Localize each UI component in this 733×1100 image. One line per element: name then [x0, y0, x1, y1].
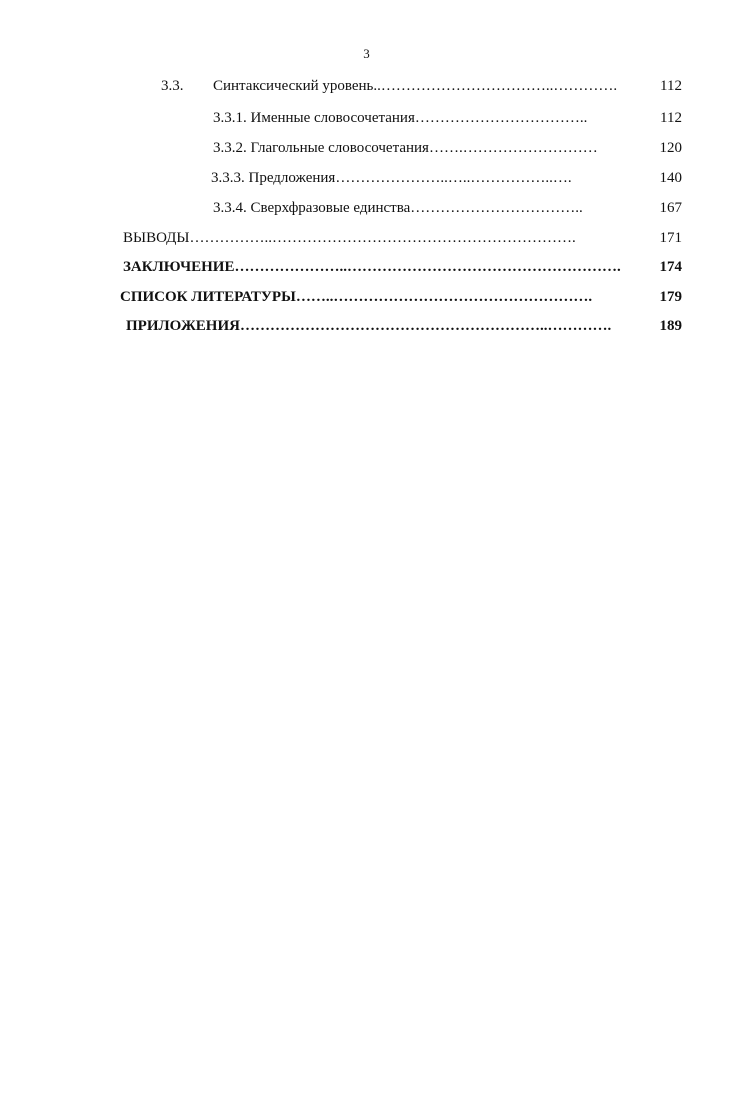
toc-entry-3-3-3 [211, 168, 682, 188]
toc-entry-title: 3.3.4. Сверхфразовые единства [213, 200, 411, 216]
toc-entry-leader: …………………..………………………………………………. [234, 259, 621, 275]
toc-entry-leader: …………………………….. [414, 110, 588, 126]
toc-entry-title: ПРИЛОЖЕНИЯ [126, 318, 240, 334]
toc-entry-title: ЗАКЛЮЧЕНИЕ [123, 259, 235, 275]
toc-entry-appendices [126, 316, 682, 336]
toc-entry-bibliography [120, 287, 682, 307]
toc-entry-3-3 [161, 76, 682, 96]
toc-entry-page: 189 [659, 318, 682, 334]
toc-entry-title: 3.3.1. Именные словосочетания [213, 110, 415, 126]
toc-entry-title: 3.3.3. Предложения [211, 170, 336, 186]
page-number: 3 [363, 46, 370, 61]
toc-entry-leader: ……………..……………………………………………………. [189, 230, 576, 246]
toc-entry-3-3-4 [213, 198, 682, 218]
toc-entry-page: 171 [659, 230, 682, 246]
toc-entry-leader: …………………………….. [410, 200, 583, 216]
toc-entry-leader: …………………..…..……………..…. [335, 170, 572, 186]
toc-entry-leader: …….……………………… [428, 140, 598, 156]
toc-entry-page: 179 [659, 289, 682, 305]
toc-entry-final-conclusion [123, 257, 682, 277]
toc-entry-page: 167 [659, 200, 682, 216]
toc-entry-page: 112 [660, 110, 682, 126]
toc-entry-number: 3.3. [161, 78, 184, 94]
toc-entry-page: 174 [659, 259, 682, 275]
toc-entry-title: 3.3.2. Глагольные словосочетания [213, 140, 429, 156]
toc-entry-leader: ……………………………………………………..…………. [239, 318, 612, 334]
toc-entry-page: 140 [659, 170, 682, 186]
toc-entry-leader: ..……………………………..…………. [373, 78, 618, 94]
toc-entry-conclusions [123, 228, 682, 248]
toc-entry-page: 112 [660, 78, 682, 94]
toc-entry-leader: ……..……………………………………………. [295, 289, 593, 305]
toc-entry-title: СПИСОК ЛИТЕРАТУРЫ [120, 289, 296, 305]
toc-entry-page: 120 [659, 140, 682, 156]
toc-entry-3-3-2 [213, 138, 682, 158]
toc-entry-title: ВЫВОДЫ [123, 230, 190, 246]
toc-entry-title: Синтаксический уровень [213, 78, 374, 94]
toc-entry-3-3-1 [213, 108, 682, 128]
